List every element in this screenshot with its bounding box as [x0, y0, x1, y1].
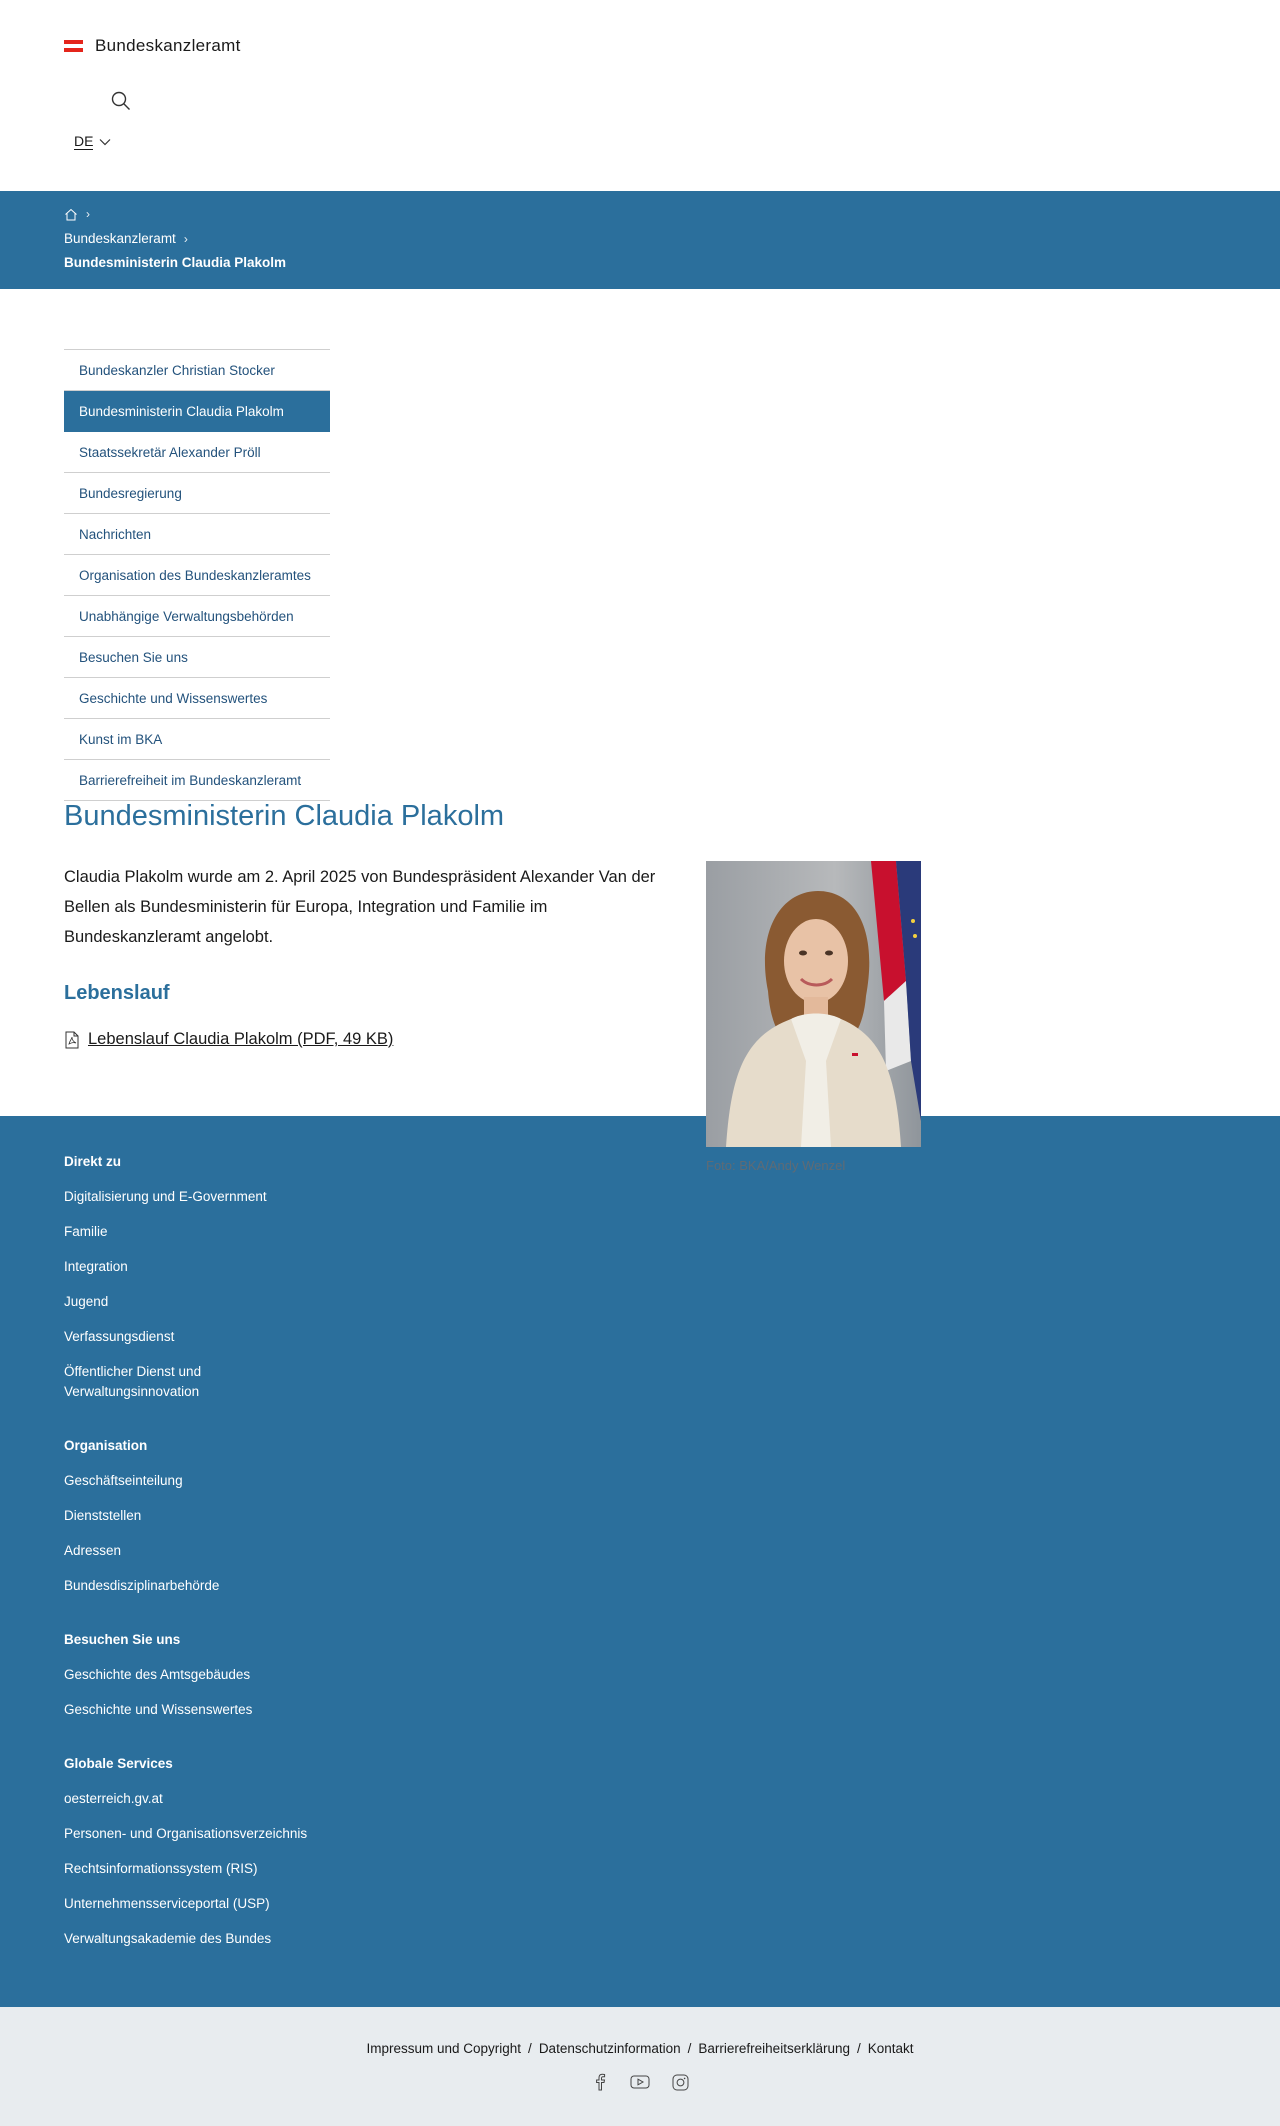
chevron-right-icon: ›: [86, 207, 90, 221]
footer-link[interactable]: Öffentlicher Dienst und Verwaltungsinnovation: [64, 1364, 202, 1399]
instagram-icon[interactable]: [669, 2071, 691, 2093]
austrian-flag-icon: [64, 40, 83, 52]
legal-link-datenschutz[interactable]: Datenschutzinformation: [538, 2041, 681, 2056]
sidenav-item-bundesregierung[interactable]: Bundesregierung: [64, 473, 330, 514]
sidenav-item-plakolm[interactable]: Bundesministerin Claudia Plakolm: [64, 391, 330, 432]
search-button[interactable]: [110, 90, 136, 116]
breadcrumb-item: [64, 231, 188, 246]
pdf-file-icon: [64, 1031, 80, 1049]
footer-link[interactable]: Digitalisierung und E-Government: [64, 1189, 267, 1204]
breadcrumb: [0, 191, 1280, 289]
sidenav-item-nachrichten[interactable]: Nachrichten: [64, 514, 330, 555]
page-title: Bundesministerin Claudia Plakolm: [64, 800, 505, 832]
breadcrumb-home[interactable]: [64, 207, 90, 221]
legal-links: [0, 2041, 1280, 2056]
footer-link[interactable]: oesterreich.gv.at: [64, 1791, 163, 1806]
intro-paragraph: Claudia Plakolm wurde am 2. April 2025 von Bundespräsident Alexander Van der Bellen als Bundesministerin für Europa, Integration und Familie im Bundeskanzleramt angelobt.: [64, 868, 656, 946]
chevron-down-icon: [99, 138, 111, 146]
footer-link[interactable]: Integration: [64, 1259, 128, 1274]
footer-link[interactable]: Geschichte des Amtsgebäudes: [64, 1667, 251, 1682]
sidenav-item-geschichte[interactable]: Geschichte und Wissenswertes: [64, 678, 330, 719]
chevron-right-icon: ›: [183, 231, 188, 246]
footer-heading-globale-services: Globale Services: [64, 1756, 173, 1771]
cv-download-label: Lebenslauf Claudia Plakolm (PDF, 49 KB): [88, 1030, 394, 1048]
site-logo[interactable]: [64, 36, 241, 56]
legal-link-impressum[interactable]: Impressum und Copyright: [366, 2041, 522, 2056]
footer-link[interactable]: Unternehmensserviceportal (USP): [64, 1896, 270, 1911]
footer-link[interactable]: Familie: [64, 1224, 108, 1239]
side-navigation: [64, 349, 330, 801]
sidenav-item-verwaltungsbehoerden[interactable]: Unabhängige Verwaltungsbehörden: [64, 596, 330, 637]
sidenav-item-stocker[interactable]: Bundeskanzler Christian Stocker: [64, 350, 330, 391]
search-icon: [110, 90, 132, 112]
logo-text: Bundeskanzleramt: [95, 36, 241, 55]
home-icon: [64, 208, 78, 221]
breadcrumb-current: Bundesministerin Claudia Plakolm: [64, 255, 287, 270]
site-header: [0, 0, 1280, 191]
legal-link-kontakt[interactable]: Kontakt: [867, 2041, 914, 2056]
sidenav-item-barrierefreiheit[interactable]: Barrierefreiheit im Bundeskanzleramt: [64, 760, 330, 801]
sidenav-item-proell[interactable]: Staatssekretär Alexander Pröll: [64, 432, 330, 473]
cv-download-link[interactable]: [64, 1030, 393, 1049]
footer-link[interactable]: Personen- und Organisationsverzeichnis: [64, 1826, 308, 1841]
separator: /: [687, 2041, 692, 2056]
sidenav-item-kunst[interactable]: Kunst im BKA: [64, 719, 330, 760]
facebook-icon[interactable]: [589, 2071, 611, 2093]
site-footer: [0, 1116, 1280, 2007]
footer-heading-direkt-zu: Direkt zu: [64, 1154, 122, 1169]
footer-link[interactable]: Dienststellen: [64, 1508, 142, 1523]
language-selector[interactable]: [74, 133, 111, 150]
footer-link[interactable]: Geschichte und Wissenswertes: [64, 1702, 253, 1717]
footer-link[interactable]: Verfassungsdienst: [64, 1329, 175, 1344]
footer-link[interactable]: Jugend: [64, 1294, 109, 1309]
footer-link[interactable]: Rechtsinformationssystem (RIS): [64, 1861, 258, 1876]
separator: /: [528, 2041, 532, 2056]
sidenav-item-besuchen[interactable]: Besuchen Sie uns: [64, 637, 330, 678]
section-heading-lebenslauf: Lebenslauf: [64, 982, 170, 1004]
footer-link[interactable]: Verwaltungsakademie des Bundes: [64, 1931, 272, 1946]
legal-bar: [0, 2007, 1280, 2126]
footer-link[interactable]: Adressen: [64, 1543, 122, 1558]
footer-link[interactable]: Bundesdisziplinarbehörde: [64, 1578, 220, 1593]
footer-heading-organisation: Organisation: [64, 1438, 148, 1453]
sidenav-item-organisation[interactable]: Organisation des Bundeskanzleramtes: [64, 555, 330, 596]
footer-link[interactable]: Geschäftseinteilung: [64, 1473, 183, 1488]
youtube-icon[interactable]: [629, 2071, 651, 2093]
social-links: [0, 2071, 1280, 2093]
separator: /: [856, 2041, 861, 2056]
minister-portrait: [706, 861, 921, 1147]
legal-link-barrierefreiheit[interactable]: Barrierefreiheitserklärung: [698, 2041, 850, 2056]
footer-heading-besuchen: Besuchen Sie uns: [64, 1632, 181, 1647]
breadcrumb-link-bundeskanzleramt[interactable]: Bundeskanzleramt: [64, 231, 176, 246]
photo-caption: Foto: BKA/Andy Wenzel: [706, 1158, 846, 1173]
language-label: DE: [74, 133, 94, 149]
